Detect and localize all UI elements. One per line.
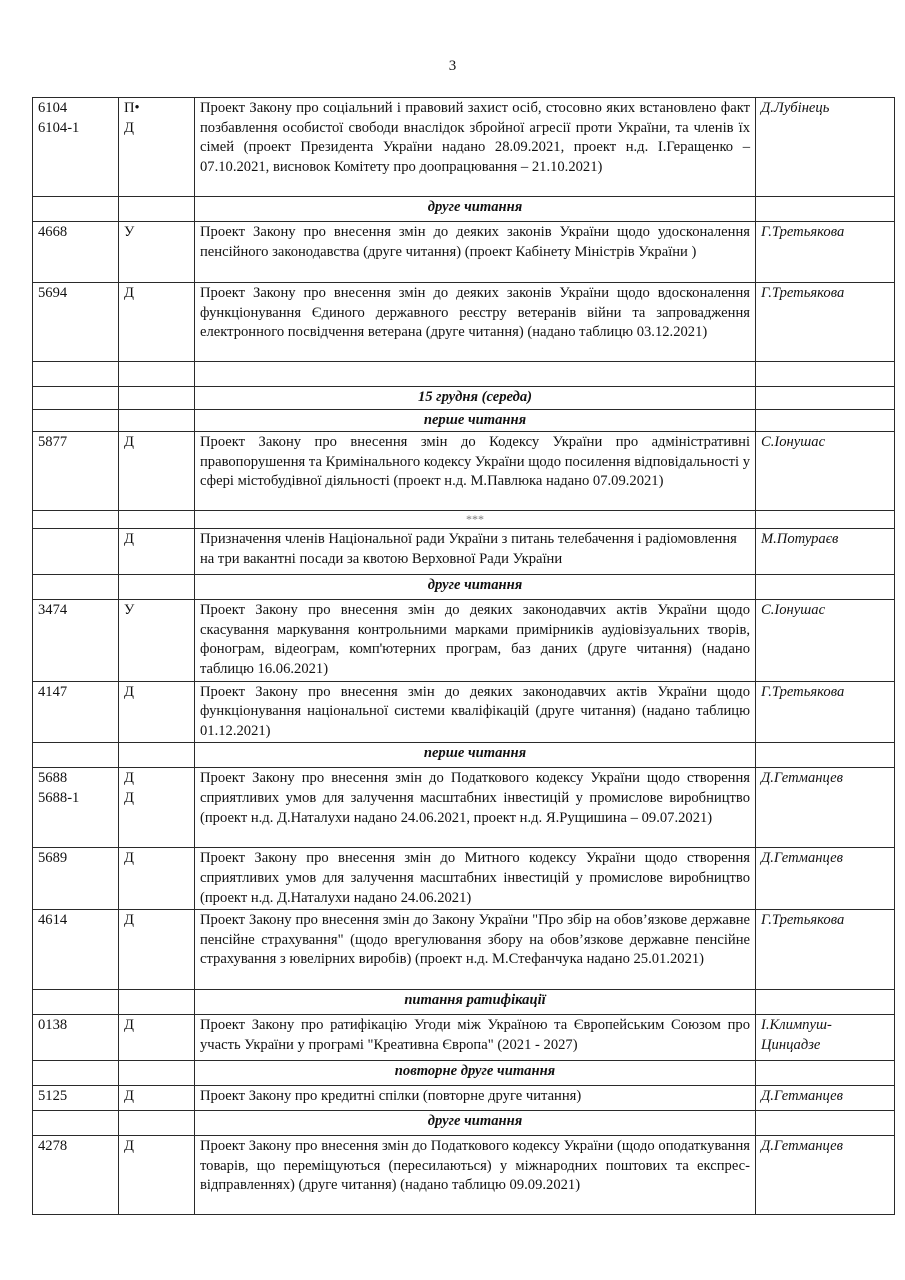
- bill-title: Проект Закону про внесення змін до Кодексу України про адміністративні правопорушення та Кримінального кодексу України щодо посилення відповідальності у сфері містобудівної діяльності (проект н.д. М.Павлюка надано 07.09.2021): [195, 432, 756, 511]
- responsible-person: С.Іонушас: [756, 432, 895, 511]
- bill-type: Д: [119, 283, 195, 362]
- section-row: [33, 575, 895, 600]
- bill-type: Д: [119, 529, 195, 575]
- section-heading: друге читання: [195, 197, 756, 222]
- empty-row: [33, 362, 895, 387]
- bill-type: Д: [119, 848, 195, 910]
- section-heading: перше читання: [195, 409, 756, 432]
- bill-number: 6104: [38, 100, 68, 116]
- bill-number: 0138: [33, 1015, 119, 1061]
- table-row: [33, 1136, 895, 1215]
- separator-stars: ***: [195, 511, 756, 529]
- responsible-person: Г.Третьякова: [756, 681, 895, 743]
- table-row: [33, 283, 895, 362]
- bill-number: 4668: [33, 222, 119, 283]
- bill-number: 5877: [33, 432, 119, 511]
- bill-title: Проект Закону про соціальний і правовий захист осіб, стосовно яких встановлено факт позбавлення особистої свободи внаслідок збройної агресії проти України, та членів їх сімей (проект Президента України надано 28.09.2021, проект н.д. І.Геращенко – 07.10.2021, висновок Комітету про доопрацювання – 21.10.2021): [195, 98, 756, 197]
- bill-type: У: [119, 222, 195, 283]
- bill-number: 5688-1: [38, 789, 80, 806]
- table-row: [33, 222, 895, 283]
- bill-type: Д: [124, 770, 134, 787]
- bill-title: Проект Закону про внесення змін до Податкового кодексу України щодо створення сприятливих умов для залучення масштабних інвестицій у промислове виробництво (проект н.д. Д.Наталухи надано 24.06.2021, проект н.д. Я.Рущишина – 09.07.2021): [195, 768, 756, 848]
- bill-number: [33, 529, 119, 575]
- bill-type: Д: [119, 910, 195, 990]
- table-row: [33, 910, 895, 990]
- responsible-person: І.Климпуш-Цинцадзе: [756, 1015, 895, 1061]
- bill-title: Проект Закону про ратифікацію Угоди між Україною та Європейським Союзом про участь України у програмі "Креативна Європа" (2021 - 2027): [195, 1015, 756, 1061]
- section-heading: перше читання: [195, 743, 756, 768]
- bill-number: 6104-1: [38, 119, 80, 136]
- section-heading: друге читання: [195, 1111, 756, 1136]
- bill-title: Проект Закону про внесення змін до деяких законів України щодо вдосконалення функціонування Єдиного державного реєстру ветеранів війни та запровадження електронного посвідчення ветерана (друге читання) (надано таблицю 03.12.2021): [195, 283, 756, 362]
- bill-title: Проект Закону про внесення змін до деяких законодавчих актів України щодо скасування маркування контрольними марками примірників аудіовізуальних творів, фонограм, відеограм, комп'ютерних програм, баз даних (друге читання) (надано таблицю 16.06.2021): [195, 600, 756, 681]
- date-heading: 15 грудня (середа): [195, 387, 756, 410]
- table-row: [33, 768, 895, 848]
- bill-number: 3474: [33, 600, 119, 681]
- bill-title: Проект Закону про внесення змін до деяких законів України щодо удосконалення пенсійного законодавства (друге читання) (проект Кабінету Міністрів України ): [195, 222, 756, 283]
- bill-type: Д: [124, 119, 134, 136]
- separator-row: [33, 511, 895, 529]
- bill-type-cell: [119, 768, 195, 848]
- responsible-person: Г.Третьякова: [756, 283, 895, 362]
- bill-title: Проект Закону про кредитні спілки (повторне друге читання): [195, 1086, 756, 1111]
- bill-number: 4278: [33, 1136, 119, 1215]
- bill-type: У: [119, 600, 195, 681]
- agenda-table: [32, 97, 895, 1215]
- table-row: [33, 848, 895, 910]
- bill-number-cell: [33, 768, 119, 848]
- table-row: [33, 1015, 895, 1061]
- section-heading: друге читання: [195, 575, 756, 600]
- responsible-person: Д.Гетманцев: [756, 1136, 895, 1215]
- responsible-person: Д.Гетманцев: [756, 768, 895, 848]
- table-row: [33, 98, 895, 197]
- bill-number: 4614: [33, 910, 119, 990]
- responsible-person: Д.Гетманцев: [756, 1086, 895, 1111]
- bill-type: Д: [124, 789, 134, 806]
- bill-number: 5125: [33, 1086, 119, 1111]
- table-row: [33, 432, 895, 511]
- page-number: 3: [448, 58, 457, 74]
- bill-number-cell: [33, 98, 119, 197]
- bill-number: 5688: [38, 770, 68, 787]
- table-row: [33, 681, 895, 743]
- section-row: [33, 197, 895, 222]
- bill-type: Д: [119, 1086, 195, 1111]
- responsible-person: Г.Третьякова: [756, 910, 895, 990]
- responsible-person: С.Іонушас: [756, 600, 895, 681]
- date-row: [33, 387, 895, 410]
- bill-title: Призначення членів Національної ради України з питань телебачення і радіомовлення на три вакантні посади за квотою Верховної Ради України: [195, 529, 756, 575]
- bill-number: 4147: [33, 681, 119, 743]
- section-row: [33, 1061, 895, 1086]
- section-row: [33, 990, 895, 1015]
- section-row: [33, 1111, 895, 1136]
- section-row: [33, 409, 895, 432]
- bill-type: Д: [119, 432, 195, 511]
- table-row: [33, 600, 895, 681]
- section-heading: питання ратифікації: [195, 990, 756, 1015]
- table-row: [33, 529, 895, 575]
- bill-number: 5689: [33, 848, 119, 910]
- bill-title: Проект Закону про внесення змін до Податкового кодексу України (щодо оподаткування товарів, що переміщуються (пересилаються) у міжнародних поштових та експрес-відправленнях) (друге читання) (надано таблицю 09.09.2021): [195, 1136, 756, 1215]
- bill-type-cell: [119, 98, 195, 197]
- responsible-person: Д.Лубінець: [756, 98, 895, 197]
- bill-title: Проект Закону про внесення змін до Митного кодексу України щодо створення сприятливих умов для залучення масштабних інвестицій у промислове виробництво (проект н.д. Д.Наталухи надано 24.06.2021): [195, 848, 756, 910]
- bill-type: Д: [119, 1015, 195, 1061]
- section-heading: повторне друге читання: [195, 1061, 756, 1086]
- bill-type: Д: [119, 1136, 195, 1215]
- responsible-person: Д.Гетманцев: [756, 848, 895, 910]
- bill-type: П•: [124, 100, 140, 116]
- bill-title: Проект Закону про внесення змін до деяких законодавчих актів України щодо функціонування національної системи кваліфікацій (друге читання) (надано таблицю 01.12.2021): [195, 681, 756, 743]
- bill-title: Проект Закону про внесення змін до Закону України "Про збір на обов’язкове державне пенсійне страхування" (щодо врегулювання збору на обов’язкове державне пенсійне страхування з ювелірних виробів) (проект н.д. М.Стефанчука надано 25.01.2021): [195, 910, 756, 990]
- responsible-person: Г.Третьякова: [756, 222, 895, 283]
- bill-number: 5694: [33, 283, 119, 362]
- section-row: [33, 743, 895, 768]
- bill-type: Д: [119, 681, 195, 743]
- responsible-person: М.Потураєв: [756, 529, 895, 575]
- table-row: [33, 1086, 895, 1111]
